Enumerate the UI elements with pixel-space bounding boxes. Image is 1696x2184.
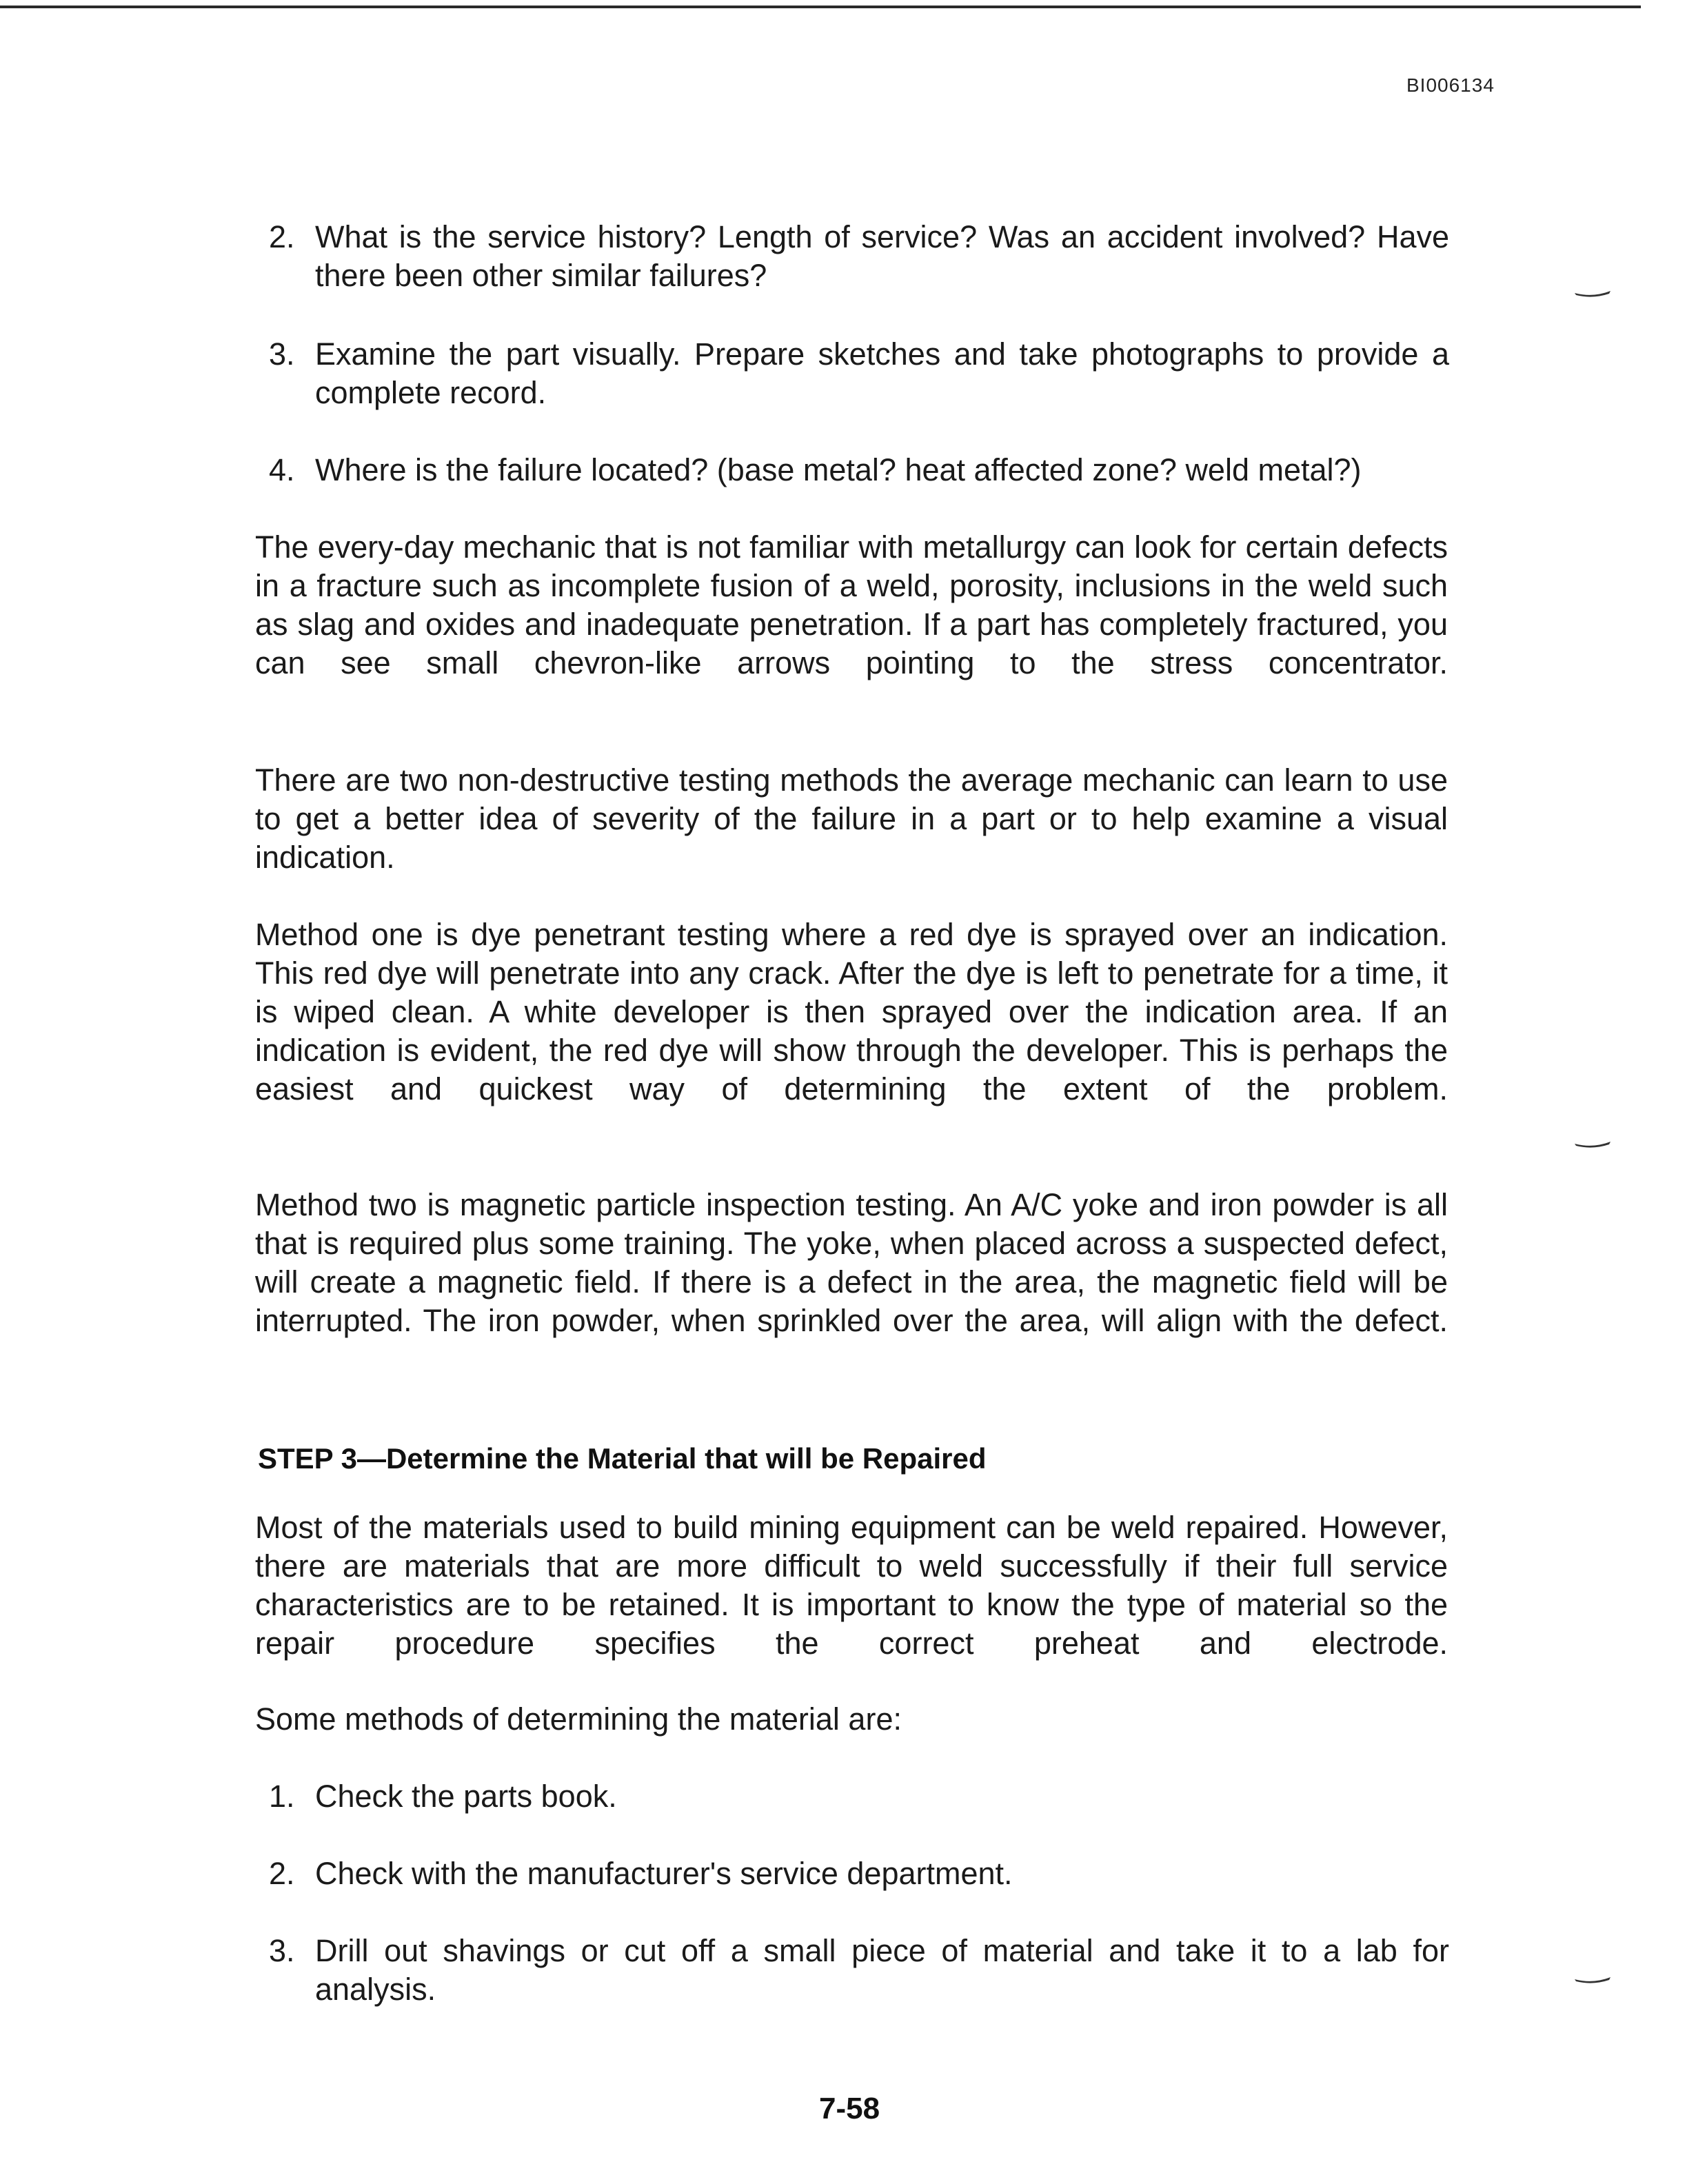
paragraph-magnetic-particle: Method two is magnetic particle inspection testing. An A/C yoke and iron powder is all that is required plus some training. The yoke, when placed across a suspected defect, will create a magnetic field. If there is a defect in the area, the magnetic field will be interrupted. The iron powder, when sprinkled over the area, will align with the defect. [255, 1187, 1448, 1338]
list-text: What is the service history? Length of service? Was an accident involved? Have there been other similar failures? [315, 219, 1449, 293]
list-text: Check with the manufacturer's service department. [315, 1856, 1013, 1891]
list-number: 2. [269, 1856, 295, 1891]
paragraph-ndt-methods: There are two non-destructive testing methods the average mechanic can learn to use to get a better idea of severity of the failure in a part or to help examine a visual indication. [255, 762, 1448, 875]
paragraph-visual-defects: The every-day mechanic that is not familiar with metallurgy can look for certain defects in a fracture such as incomplete fusion of a weld, porosity, inclusions in the weld such as slag and oxides and inadequate penetration. If a part has completely fractured, you can see small chevron-like arrows pointing to the stress concentrator. [255, 529, 1448, 680]
list-number: 1. [269, 1779, 295, 1814]
list-number: 4. [269, 452, 295, 487]
section-heading: STEP 3—Determine the Material that will be Repaired [258, 1442, 987, 1475]
margin-mark-icon [1575, 291, 1611, 298]
top-scan-rule [0, 6, 1641, 8]
list-number: 3. [269, 1933, 295, 1968]
list-text: Check the parts book. [315, 1779, 617, 1814]
list-item [269, 1777, 1449, 1816]
list-item [269, 451, 1449, 489]
list-item [269, 218, 1449, 295]
list-item [269, 335, 1449, 412]
document-id: BI006134 [1406, 74, 1495, 96]
list-text: Where is the failure located? (base metal? heat affected zone? weld metal?) [315, 452, 1362, 487]
page-number: 7-58 [819, 2092, 880, 2125]
list-item [269, 1854, 1449, 1893]
list-item [269, 1932, 1449, 2009]
list-number: 3. [269, 336, 295, 372]
paragraph-materials: Most of the materials used to build mining equipment can be weld repaired. However, there are materials that are more difficult to weld successfully if their full service characteristics are to be retained. It is important to know the type of material so the repair procedure specifies the correct preheat and electrode. [255, 1510, 1448, 1661]
paragraph-dye-penetrant: Method one is dye penetrant testing where a red dye is sprayed over an indication. This red dye will penetrate into any crack. After the dye is left to penetrate for a time, it is wiped clean. A white developer is then sprayed over the indication area. If an indication is evident, the red dye will show through the developer. This is perhaps the easiest and quickest way of determining the extent of the problem. [255, 917, 1448, 1106]
paragraph-methods-intro: Some methods of determining the material are: [255, 1701, 902, 1737]
margin-mark-icon [1575, 1977, 1611, 1984]
list-text: Drill out shavings or cut off a small piece of material and take it to a lab for analysis. [315, 1933, 1449, 2007]
list-number: 2. [269, 219, 295, 254]
list-text: Examine the part visually. Prepare sketches and take photographs to provide a complete record. [315, 336, 1449, 410]
margin-mark-icon [1575, 1142, 1611, 1149]
